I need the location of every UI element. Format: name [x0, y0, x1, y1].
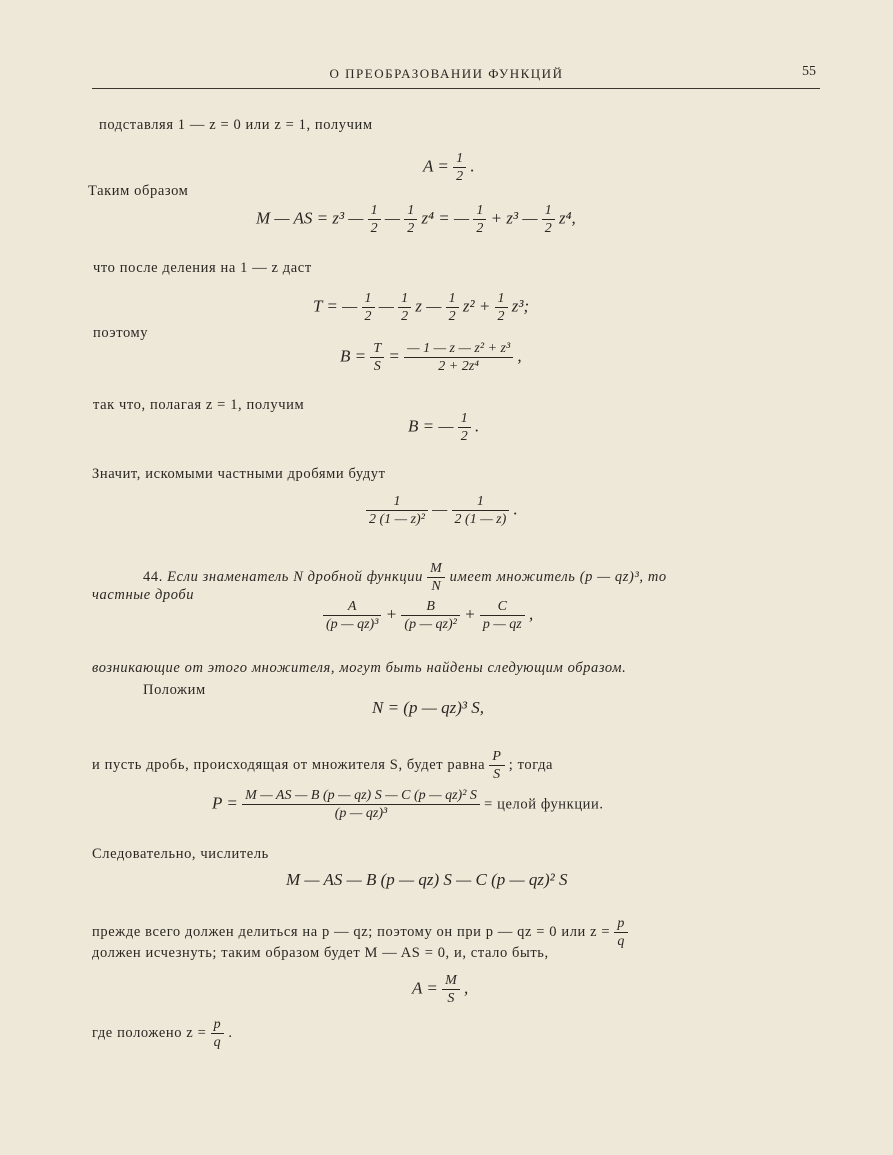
fraction	[404, 202, 417, 237]
denominator: S	[493, 767, 501, 782]
denominator: 2	[460, 429, 468, 444]
text-span: имеет множитель (p — qz)³, то	[449, 568, 667, 585]
eq-mid: +	[385, 604, 398, 624]
eq-lhs: P =	[212, 793, 238, 813]
text-span: Если знаменатель N дробной функции	[167, 568, 423, 585]
equation-N: N = (p — qz)³ S,	[372, 698, 484, 717]
fraction	[404, 340, 513, 375]
denominator: 2 (1 — z)	[454, 512, 507, 527]
text-line-13	[92, 1016, 233, 1051]
eq-tail: ,	[463, 978, 469, 998]
paragraph-44-line-1	[143, 560, 667, 595]
eq-lhs: B = —	[408, 416, 454, 436]
equation-B-ratio	[340, 340, 522, 375]
denominator: 2	[544, 221, 552, 236]
text-span: ; тогда	[508, 756, 554, 773]
fraction	[446, 290, 459, 325]
equation-partial-fractions	[366, 493, 518, 528]
numerator: 1	[453, 150, 466, 168]
text-span: .	[228, 1024, 233, 1041]
eq-tail: ,	[528, 604, 534, 624]
denominator: q	[617, 934, 626, 949]
numerator: p	[614, 915, 628, 933]
fraction	[398, 290, 411, 325]
numerator: M — AS — B (p — qz) S — C (p — qz)² S	[242, 787, 480, 805]
fraction	[401, 598, 459, 633]
fraction	[473, 202, 486, 237]
denominator: 2	[407, 221, 415, 236]
equation-B-value	[408, 410, 479, 445]
text-line-12: должен исчезнуть; таким образом будет M — AS = 0, и, стало быть,	[92, 945, 549, 961]
eq-lhs: B =	[340, 346, 367, 366]
text-span: и пусть дробь, происходящая от множителя S, будет равна	[92, 756, 486, 773]
text-span: где положено z =	[92, 1024, 207, 1041]
denominator: S	[447, 991, 455, 1006]
denominator: S	[373, 359, 381, 374]
eq-mid: =	[388, 346, 400, 366]
denominator: N	[431, 579, 442, 594]
eq-mid: z⁴ = —	[421, 208, 470, 228]
text-line-7: Положим	[143, 682, 206, 698]
numerator: 1	[362, 290, 375, 308]
fraction	[323, 598, 381, 633]
running-header-title: О ПРЕОБРАЗОВАНИИ ФУНКЦИЙ	[329, 66, 564, 81]
equation-A-MS	[412, 972, 468, 1007]
equation-P	[212, 787, 604, 822]
denominator: 2	[476, 221, 484, 236]
paragraph-44-line-3: возникающие от этого множителя, могут быть найдены следующим образом.	[92, 660, 627, 676]
equation-numerator: M — AS — B (p — qz) S — C (p — qz)² S	[286, 870, 568, 889]
denominator: 2 + 2z⁴	[438, 359, 480, 374]
denominator: 2	[364, 309, 372, 324]
text-line-4: поэтому	[93, 325, 149, 341]
fraction	[495, 290, 508, 325]
eq-tail: .	[470, 156, 475, 176]
equation-M-AS	[256, 202, 576, 237]
eq-lhs: A =	[423, 156, 449, 176]
text-line-10: Следовательно, числитель	[92, 846, 269, 862]
numerator: M	[427, 560, 445, 578]
text-line-8	[92, 748, 553, 783]
header-rule	[92, 88, 820, 89]
fraction	[452, 493, 510, 528]
text-line-1: подставляя 1 — z = 0 или z = 1, получим	[99, 117, 373, 133]
text-span: прежде всего должен делиться на p — qz; поэтому он при p — qz = 0 или z =	[92, 923, 611, 940]
page-number: 55	[802, 64, 816, 79]
fraction	[368, 202, 381, 237]
denominator: 2	[401, 309, 409, 324]
equation-T	[313, 290, 529, 325]
numerator: 1	[368, 202, 381, 220]
denominator: 2 (1 — z)²	[369, 512, 425, 527]
denominator: p — qz	[482, 617, 522, 632]
eq-mid: z —	[415, 296, 442, 316]
fraction-M-N	[427, 560, 445, 595]
fraction	[480, 598, 525, 633]
eq-tail: z⁴,	[558, 208, 576, 228]
fraction-p-q	[211, 1016, 225, 1051]
fraction	[242, 787, 480, 822]
fraction	[542, 202, 555, 237]
eq-mid: —	[432, 499, 448, 519]
denominator: 2	[370, 221, 378, 236]
denominator: (p — qz)³	[334, 806, 388, 821]
eq-mid: z² +	[462, 296, 491, 316]
numerator: B	[401, 598, 459, 616]
denominator: (p — qz)²	[404, 617, 457, 632]
denominator: (p — qz)³	[326, 617, 379, 632]
numerator: C	[480, 598, 525, 616]
text-line-5: так что, полагая z = 1, получим	[93, 397, 305, 413]
eq-lhs: A =	[412, 978, 438, 998]
numerator: p	[211, 1016, 225, 1034]
eq-tail: = целой функции.	[484, 796, 604, 813]
text-line-6: Значит, искомыми частными дробями будут	[92, 466, 386, 482]
fraction	[458, 410, 471, 445]
fraction	[362, 290, 375, 325]
text-line-3: что после деления на 1 — z даст	[93, 260, 312, 276]
eq-mid: —	[384, 208, 401, 228]
numerator: 1	[542, 202, 555, 220]
denominator: 2	[497, 309, 505, 324]
numerator: 1	[404, 202, 417, 220]
numerator: 1	[458, 410, 471, 428]
fraction	[453, 150, 466, 185]
numerator: T	[370, 340, 384, 358]
fraction	[442, 972, 460, 1007]
numerator: P	[489, 748, 504, 766]
numerator: 1	[452, 493, 510, 511]
fraction-P-S	[489, 748, 504, 783]
numerator: 1	[446, 290, 459, 308]
eq-tail: ,	[517, 346, 522, 366]
numerator: — 1 — z — z² + z³	[404, 340, 513, 358]
eq-mid: + z³ —	[490, 208, 538, 228]
fraction-p-q	[614, 915, 628, 950]
denominator: 2	[448, 309, 456, 324]
fraction	[370, 340, 384, 375]
numerator: 1	[366, 493, 428, 511]
eq-mid: +	[464, 604, 476, 624]
eq-mid: —	[378, 296, 394, 316]
denominator: 2	[456, 169, 464, 184]
numerator: 1	[398, 290, 411, 308]
section-number: 44.	[143, 568, 163, 585]
numerator: A	[323, 598, 381, 616]
numerator: 1	[473, 202, 486, 220]
paragraph-44-line-2: частные дроби	[92, 587, 195, 603]
numerator: M	[442, 972, 460, 990]
equation-A-half	[423, 150, 475, 185]
fraction	[366, 493, 428, 528]
eq-tail: .	[513, 499, 518, 519]
numerator: 1	[495, 290, 508, 308]
eq-tail: z³;	[511, 296, 530, 316]
denominator: q	[213, 1035, 222, 1050]
eq-lhs: M — AS = z³ —	[256, 208, 364, 228]
text-line-2: Таким образом	[88, 183, 189, 199]
eq-lhs: T = —	[313, 296, 358, 316]
equation-ABC-fractions	[323, 598, 533, 633]
eq-tail: .	[474, 416, 480, 436]
